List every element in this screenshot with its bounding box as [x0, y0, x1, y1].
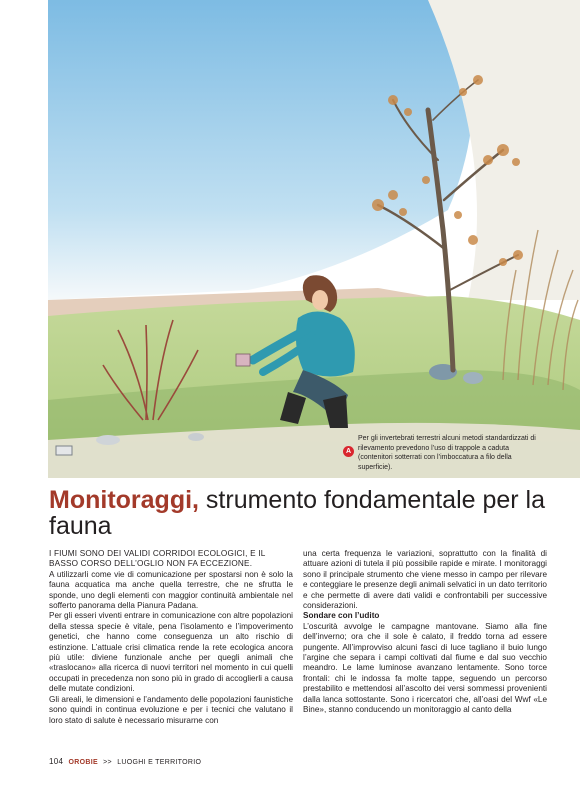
magazine-name: OROBIE: [68, 759, 98, 766]
article-column-left: [49, 549, 293, 726]
illustration-caption: [343, 434, 543, 472]
headline-accent: Monitoraggi,: [49, 486, 199, 514]
article-column-right: [303, 549, 547, 716]
headline-rest: strumento fondamentale per la fauna: [49, 486, 546, 540]
caption-text: Per gli invertebrati terrestri alcuni metodi standardizzati di rilevamento prevedono l’uso di trappole a caduta (contenitori sotterrati con l’imboccatura a filo della superficie).: [358, 435, 536, 471]
sky: [48, 0, 475, 300]
footer-separator: >>: [103, 759, 112, 766]
article-headline: [49, 487, 549, 539]
caption-badge: A: [343, 446, 354, 457]
lead-paragraph: I FIUMI SONO DEI VALIDI CORRIDOI ECOLOGICI, E IL BASSO CORSO DELL’OGLIO NON FA ECCEZIONE.: [49, 549, 266, 569]
stone: [96, 435, 120, 445]
body-paragraph: Gli areali, le dimensioni e l’andamento delle popolazioni faunistiche sono quindi in continua evoluzione e per i tecnici che valutano il loro stato di salute è necessario misurarne con: [49, 694, 293, 725]
page-footer: [49, 757, 201, 766]
body-paragraph: una certa frequenza le variazioni, soprattutto con la finalità di attuare azioni di tutela il più possibile rapide e mirate. I monitoraggi sono il principale strumento che viene messo in campo per rilevare e conteggiare le presenze degli animali selvatici in un dato territorio e che permette di avere dati validi e confrontabili per successive considerazioni.: [303, 549, 547, 611]
page-number: 104: [49, 757, 64, 766]
pitfall-trap: [56, 446, 72, 455]
illustration-drawing: [48, 0, 580, 478]
section-name: LUOGHI E TERRITORIO: [117, 759, 202, 766]
body-paragraph: A utilizzarli come vie di comunicazione per spostarsi non è solo la fauna acquatica ma anche quella terrestre, che ne sfrutta le sponde, uno degli elementi con maggior continuità ambientale nel sofferto panorama della Pianura Padana.: [49, 569, 293, 611]
body-paragraph: L’oscurità avvolge le campagne mantovane. Siamo alla fine dell’inverno; ora che il sole è calato, il freddo torna ad essere pungente. All’improvviso alcuni fasci di luce tagliano il buio lungo l’argine che separa i campi coltivati dal fiume e dal suo vecchio meandro. Le lame luminose avanzano lentamente. Sono torce frontali: chi le indossa fa molte tappe, seguendo un percorso prestabilito e mettendosi all’ascolto dei versi sommessi provenienti dalla lanca sottostante. Sono i ricercatori che, all’oasi del Wwf «Le Bine», stanno conducendo un monitoraggio al canto della: [303, 621, 547, 715]
stone: [463, 372, 483, 384]
watercolor-illustration: [48, 0, 580, 478]
section-subheading: Sondare con l’udito: [303, 611, 380, 621]
body-paragraph: Per gli esseri viventi entrare in comunicazione con altre popolazioni della stessa specie è vitale, pena l’isolamento e l’impoverimento genetici, che hanno come conseguenza un alto rischio di estinzione. L’attuale crisi climatica rende la rete ecologica ancora più utile: diviene funzionale anche per quegli animali che «traslocano» alla ricerca di nuovi territori nel momento in cui quelli occupati in precedenza non sono più in grado di accoglierli a causa delle mutate condizioni.: [49, 611, 293, 694]
stone: [188, 433, 204, 441]
